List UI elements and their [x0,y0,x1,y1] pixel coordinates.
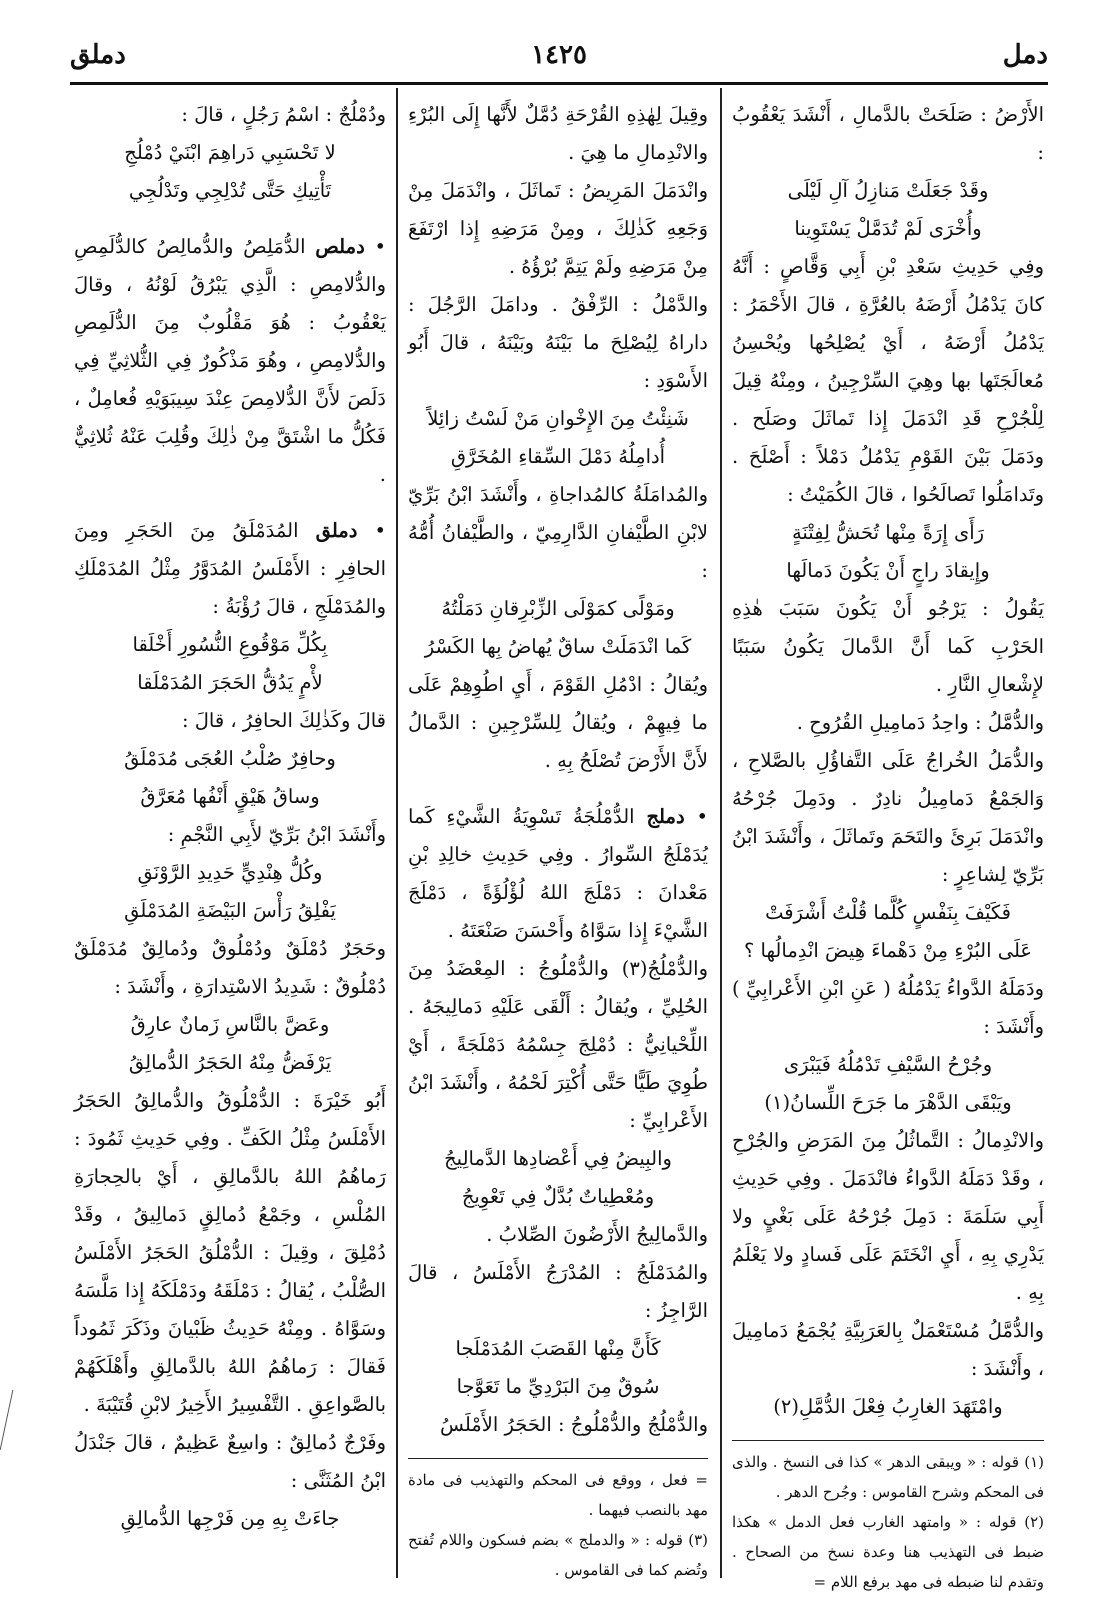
verse-line: أُدامِلُهُ دَمْلَ السِّقاءِ المُخَرَّقِ [450,445,666,468]
verse-line: لأْمٍ يَدُقُّ الحَجَرَ المُدَمْلَقا [137,671,323,694]
text-paragraph: يَقُولُ : يَرْجُو أَنْ يَكُونَ سَبَبَ هٰذِهِ الحَرْبِ كَما أَنَّ الدَّمالَ يَكُونُ سَبَبًا لإِشْعالِ النَّارِ . [732,597,1044,696]
headword: دملص [315,235,365,258]
page-number: ١٤٢٥ [531,40,587,70]
verse-line: يَفْلِقُ رَأْسَ البَيْضَةِ المُدَمْلَقِ [124,899,336,922]
verse-line: رَأَى إِرَةً مِنْها تُحَشُّ لِفِتْنَةٍ [791,521,985,544]
text-paragraph: أَبُو خَيْرَةَ : الدُّمْلُوقُ والدُّمالِقُ الحَجَرُ الأَمْلَسُ مِثْلُ الكَفِّ . وفِي حَدِيثِ ثَمُودَ : رَماهُمُ اللهُ بالدَّمالِقِ ، أَيْ بالحِجارَةِ المُلْسِ ، وجَمْعُ دُمالِقٍ دَمالِيقُ ، وقَدْ دُمْلِقَ ، وقِيلَ : الدُّمْلُقُ الحَجَرُ الأَمْلَسُ الصُّلْبُ ، يُقالُ : دَمْلَقَهُ ودَمْلَكَهُ إِذا مَلَّسَهُ وسَوَّاهُ . ومِنْهُ حَدِيثُ ظَبْيانَ وذَكَرَ ثَمُوداً فَقالَ : رَماهُمُ اللهُ بالدَّمالِقِ وأَهْلَكَهُمْ بالصَّواعِقِ . التَّفْسِيرُ الأَخِيرُ لابْنِ قُتَيْبَةَ . [74,1089,386,1416]
text-paragraph: قالَ وكَذٰلِكَ الحافِرُ ، قالَ : [182,709,386,732]
entry-text: الدُّمْلُجَةُ تَسْوِيَةُ الشَّيْءِ كَما يُدَمْلَجُ السِّوارُ . وفِي حَدِيثِ خالِدِ بْنِ مَعْدانَ : دَمْلَجَ اللهُ لُؤْلُؤَةً ، دَمْلَجَ الشَّيْءَ إِذا سَوَّاهُ وأَحْسَنَ صَنْعَتَهُ . [408,805,708,942]
verse-line: كَأَنَّ مِنْها القَصَبَ المُدَمْلَجا [455,1337,661,1360]
verse-line: ومُعْطِياتٌ بُدَّلٌ فِي تَعْوِيجُ [461,1185,655,1208]
verse-line: وامْتَهَدَ الغارِبُ فِعْلَ الدُّمَّلِ(٢) [773,1395,1003,1418]
column-rule-1 [720,88,722,1578]
column-left [74,96,386,1576]
verse-line: وحافِرٌ صُلْبُ العُجَى مُدَمْلَقُ [124,747,336,770]
column-middle [408,96,709,1579]
verse-line: وأُخْرَى لَمْ تُدَمَّلْ يَسْتَوِينا [794,217,982,240]
headword: دملق [315,519,358,542]
text-paragraph: والدُّمْلُجُ(٣) والدُّمْلُوجُ : المِعْضَدُ مِنَ الحُلِيِّ ، ويُقالُ : أَلْقَى عَلَيْهِ دَمالِيجَهُ . اللِّحْيانِيُّ : دُمْلِجَ جِسْمُهُ دَمْلَجَةً ، أَيْ طُوِيَ طَيًّا حَتَّى أُكْتِرَ لَحْمُهُ ، وأَنْشَدَ ابْنُ الأَعْرابِيِّ : [408,957,708,1132]
text-paragraph: وفِي حَدِيثِ سَعْدِ بْنِ أَبِي وَقَّاصٍ : أَنَّهُ كانَ يَدْمُلُ أَرْضَهُ بالعُرَّةِ ، قالَ الأَحْمَرُ : يَدْمُلُ أَرْضَهُ ، أَيْ يُصْلِحُها ويُحْسِنُ مُعالَجَتَها بها وهِيَ السِّرْجِينُ ، ومِنْهُ قِيلَ لِلْجُرْحِ قَدِ انْدَمَلَ إِذا تَماثَلَ وصَلَح . ودَمَلَ بَيْنَ القَوْمِ يَدْمُلُ دَمْلاً : أَصْلَحَ . وتَدامَلُوا تَصالَحُوا ، قالَ الكُمَيْتُ : [732,255,1044,506]
text-paragraph: وانْدَمَلَ المَرِيضُ : تَماثَلَ ، وانْدَمَلَ مِنْ وَجَعِهِ كَذٰلِكَ ، ومِنْ مَرَضِهِ إِذا ارْتَفَعَ مِنْ مَرَضِهِ ولَمْ يَتِمَّ بُرْؤُهُ . [408,179,708,278]
footnote: (١) قوله : « ويبقى الدهر » كذا فى النسخ . والذى فى المحكم وشرح القاموس : وجُرح الدهر . [732,1453,1044,1501]
text-paragraph: والمُدَمْلَجُ : المُدْرَجُ الأَمْلَسُ ، قالَ الرَّاجِزُ : [408,1261,708,1322]
verse-line: سُوقٌ مِنَ البَرْدِيِّ ما تَعَوَّجا [456,1375,660,1398]
text-line: الأَرْضُ : صَلَحَتْ بالدَّمالِ ، أَنْشَدَ يَعْقُوبُ : [732,103,1044,164]
verse-line: تَأْتِيكِ حَتَّى تُدْلِجِي وتَدْلُجِي [128,179,332,202]
footnote: (٣) قوله : « والدملج » بضم فسكون واللام تُفتح وتُضم كما فى القاموس . [408,1531,708,1579]
text-paragraph: والدُّمَلُ الخُراجُ عَلَى التَّفاؤُلِ بالصَّلاحِ ، وَالجَمْعُ دَمامِيلُ نادِرٌ . ودَمِلَ جُرْحُهُ وانْدَمَلَ بَرِئَ والتَحَمَ وتَماثَلَ ، وأَنْشَدَ ابْنُ بَرِّيّ لِشاعِرٍ : [732,749,1044,886]
text-paragraph: وفَرْجٌ دُمالِقٌ : واسِعٌ عَظِيمٌ ، قالَ جَنْدَلُ ابْنُ المُثَنَّى : [74,1431,386,1492]
footnote-rule [408,1458,708,1459]
column-rule-2 [396,88,398,1578]
text-paragraph: والدَّمالِيجُ الأَرْضُونَ الصِّلابُ . [486,1223,708,1246]
verse-line: جاءَتْ بِهِ مِن فَرْجِها الدُّمالِقِ [120,1507,340,1530]
entry-text: المُدَمْلَقُ مِنَ الحَجَرِ ومِنَ الحافِرِ : الأَمْلَسُ المُدَوَّرُ مِثْلُ المُدَمْلَكِ والمُدَمْلَجِ ، قالَ رُؤْبَةُ : [74,519,386,618]
verse-line: عَلَى البُرْءِ مِنْ دَهْماءَ هِيضَ انْدِمالُها ؟ [743,939,1033,962]
text-paragraph: والدُّمَّلُ مُسْتَعْمَلٌ بِالعَرَبِيَّةِ يُجْمَعُ دَمامِيلَ ، وأَنْشَدَ : [732,1319,1044,1380]
entry-paragraph: • دملج الدُّمْلُجَةُ تَسْوِيَةُ الشَّيْءِ كَما يُدَمْلَجُ السِّوارُ . وفِي حَدِيثِ خالِدِ بْنِ مَعْدانَ : دَمْلَجَ اللهُ لُؤْلُؤَةً ، دَمْلَجَ الشَّيْءَ إِذا سَوَّاهُ وأَحْسَنَ صَنْعَتَهُ . [408,805,709,942]
text-paragraph: وحَجَرٌ دُمْلَقٌ ودُمْلُوقٌ ودُمالِقٌ مُدَمْلَقٌ دُمْلُوقٌ : شَدِيدُ الاسْتِدارَةِ ، وأَنْشَدَ : [74,937,386,998]
page-header [70,40,1048,80]
text-paragraph: ودُمْلُجٌ : اسْمُ رَجُلٍ ، قالَ : [181,103,386,126]
header-root-left: دملق [70,40,126,70]
header-root-right: دمل [1002,40,1048,70]
verse-line: شَنِئْتُ مِنَ الإِخْوانِ مَنْ لَسْتُ زائِلاً [427,407,689,430]
text-paragraph: وقِيلَ لِهٰذِهِ القُرْحَةِ دُمَّلٌ لأَنَّها إِلَى البُرْءِ والانْدِمالِ ما هِيَ . [408,103,708,164]
verse-line: فَكَيْفَ بِنَفْسٍ كُلَّما قُلْتُ أَشْرَفَتْ [765,901,1011,924]
text-paragraph: ودَمَلَهُ الدَّواءُ يَدْمُلُهُ ( عَنِ ابْنِ الأَعْرابِيِّ ) وأَنْشَدَ : [732,977,1044,1038]
text-paragraph: وأَنْشَدَ ابْنُ بَرِّيّ لأَبِي النَّجْمِ : [167,823,386,846]
footnote: = فعل ، ووقع فى المحكم والتهذيب فى مادة مهد بالنصب فيهما . [408,1471,708,1519]
column-right [732,96,1044,1591]
verse-line: وكُلُّ هِنْدِيٍّ حَدِيدِ الرَّوْنَقِ [137,861,323,884]
text-paragraph: والمُدامَلَةُ كالمُداجاةِ ، وأَنْشَدَ ابْنُ بَرِّيّ لابْنِ الطَّيْفانِ الدَّارِمِيّ ، والطَّيْفانُ أُمُّهُ : [408,483,708,582]
verse-line: كَما انْدَمَلَتْ ساقٌ يُهاضُ بِها الكَسْرُ [424,635,692,658]
verse-line: بِكُلِّ مَوْقُوعِ النُّسُورِ أَخْلَقا [132,633,328,656]
header-rule [70,82,1048,85]
verse-line: وقَدْ جَعَلَتْ مَنازِلُ آلِ لَيْلَى [787,179,989,202]
text-paragraph: والدَّمْلُ : الرِّفْقُ . ودامَلَ الرَّجُلَ : داراهُ لِيُصْلِحَ ما بَيْنَهُ وبَيْنَهُ ، قالَ أَبُو الأَسْوَدِ : [408,293,708,392]
verse-line: وجُرْحُ السَّيْفِ تَدْمُلُهُ فَيَبْرَى [783,1053,993,1076]
footnote-rule [732,1440,1044,1441]
headword: دملج [646,805,685,828]
entry-paragraph: • دملص الدُّمَلِصُ والدُّمالِصُ كالدُّلَمِصِ والدُّلامِصِ : الَّذِي يَبْرُقُ لَوْنُهُ ، وقالَ يَعْقُوبُ : هُوَ مَقْلُوبٌ مِنَ الدُّلَمِصِ والدُّلامِصِ ، وهُوَ مَذْكُورٌ فِي الثُّلاثِيِّ فِي دَلَصَ لأَنَّ الدُّلامِصَ عِنْدَ سِيبَوَيْهِ فُعامِلٌ ، فَكُلُّ ما اشْتَقَّ مِنْ ذٰلِكَ وقُلِبَ عَنْهُ ثُلاثِيٌّ . [74,235,386,486]
entry-text: الدُّمَلِصُ والدُّمالِصُ كالدُّلَمِصِ والدُّلامِصِ : الَّذِي يَبْرُقُ لَوْنُهُ ، وقالَ يَعْقُوبُ : هُوَ مَقْلُوبٌ مِنَ الدُّلَمِصِ والدُّلامِصِ ، وهُوَ مَذْكُورٌ فِي الثُّلاثِيِّ فِي دَلَصَ لأَنَّ الدُّلامِصَ عِنْدَ سِيبَوَيْهِ فُعامِلٌ ، فَكُلُّ ما اشْتَقَّ مِنْ ذٰلِكَ وقُلِبَ عَنْهُ ثُلاثِيٌّ . [74,235,386,486]
margin-mark [0,1390,33,1450]
verse-line: ويَبْقَى الدَّهْرَ ما جَرَحَ اللِّسانُ(١) [764,1091,1012,1114]
entry-paragraph: • دملق المُدَمْلَقُ مِنَ الحَجَرِ ومِنَ الحافِرِ : الأَمْلَسُ المُدَوَّرُ مِثْلُ المُدَمْلَكِ والمُدَمْلَجِ ، قالَ رُؤْبَةُ : [74,519,387,618]
verse-line: وعَضَّ بالنَّاسِ زَمانٌ عارِقُ [130,1013,330,1036]
verse-line: وإِيقادَ راجٍ أَنْ يَكُونَ دَمالَها [786,559,990,582]
text-paragraph: والانْدِمالُ : التَّماثُلُ مِنَ المَرَضِ والجُرْحِ ، وقَدْ دَمَلَهُ الدَّواءُ فانْدَمَلَ . وفِي حَدِيثِ أَبِي سَلَمَةَ : دَمِلَ جُرْحُهُ عَلَى بَغْيٍ ولا يَدْرِي بِهِ ، أَيِ انْخَتَمَ عَلَى فَسادٍ ولا يَعْلَمُ بِهِ . [732,1129,1044,1304]
verse-line: يَرْفَضُّ مِنْهُ الحَجَرُ الدُّمالِقُ [128,1051,332,1074]
footnote: (٢) قوله : « وامتهد الغارب فعل الدمل » هكذا ضبط فى التهذيب هنا وعدة نسخ من الصحاح . وتقدم لنا ضبطه فى مهد برفع اللام = [732,1513,1044,1591]
text-paragraph: ويُقالُ : ادْمُلِ القَوْمَ ، أَيِ اطُوِهِمْ عَلَى ما فِيهِمْ ، ويُقالُ لِلسِّرْجِينِ : الدَّمالُ لأَنَّ الأَرْضَ تُصْلَحُ بِهِ . [408,673,708,772]
verse-line: لا تَحْسَبِي دَراهِمَ ابْنَيْ دُمْلُجِ [124,141,336,164]
verse-line: والبِيضُ فِي أَعْضادِها الدَّمالِيجُ [444,1147,672,1170]
text-paragraph: والدُّمْلُجُ والدُّمْلُوجُ : الحَجَرُ الأَمْلَسُ [439,1413,708,1436]
text-paragraph: والدُّمَّلُ : واحِدُ دَمامِيلِ القُرُوحِ . [796,711,1044,734]
verse-line: وساقُ هَيْقٍ أَنْفُها مُعَرَّقُ [140,785,320,808]
verse-line: ومَوْلًى كمَوْلَى الزِّبْرِقانِ دَمَلْتُهُ [441,597,675,620]
